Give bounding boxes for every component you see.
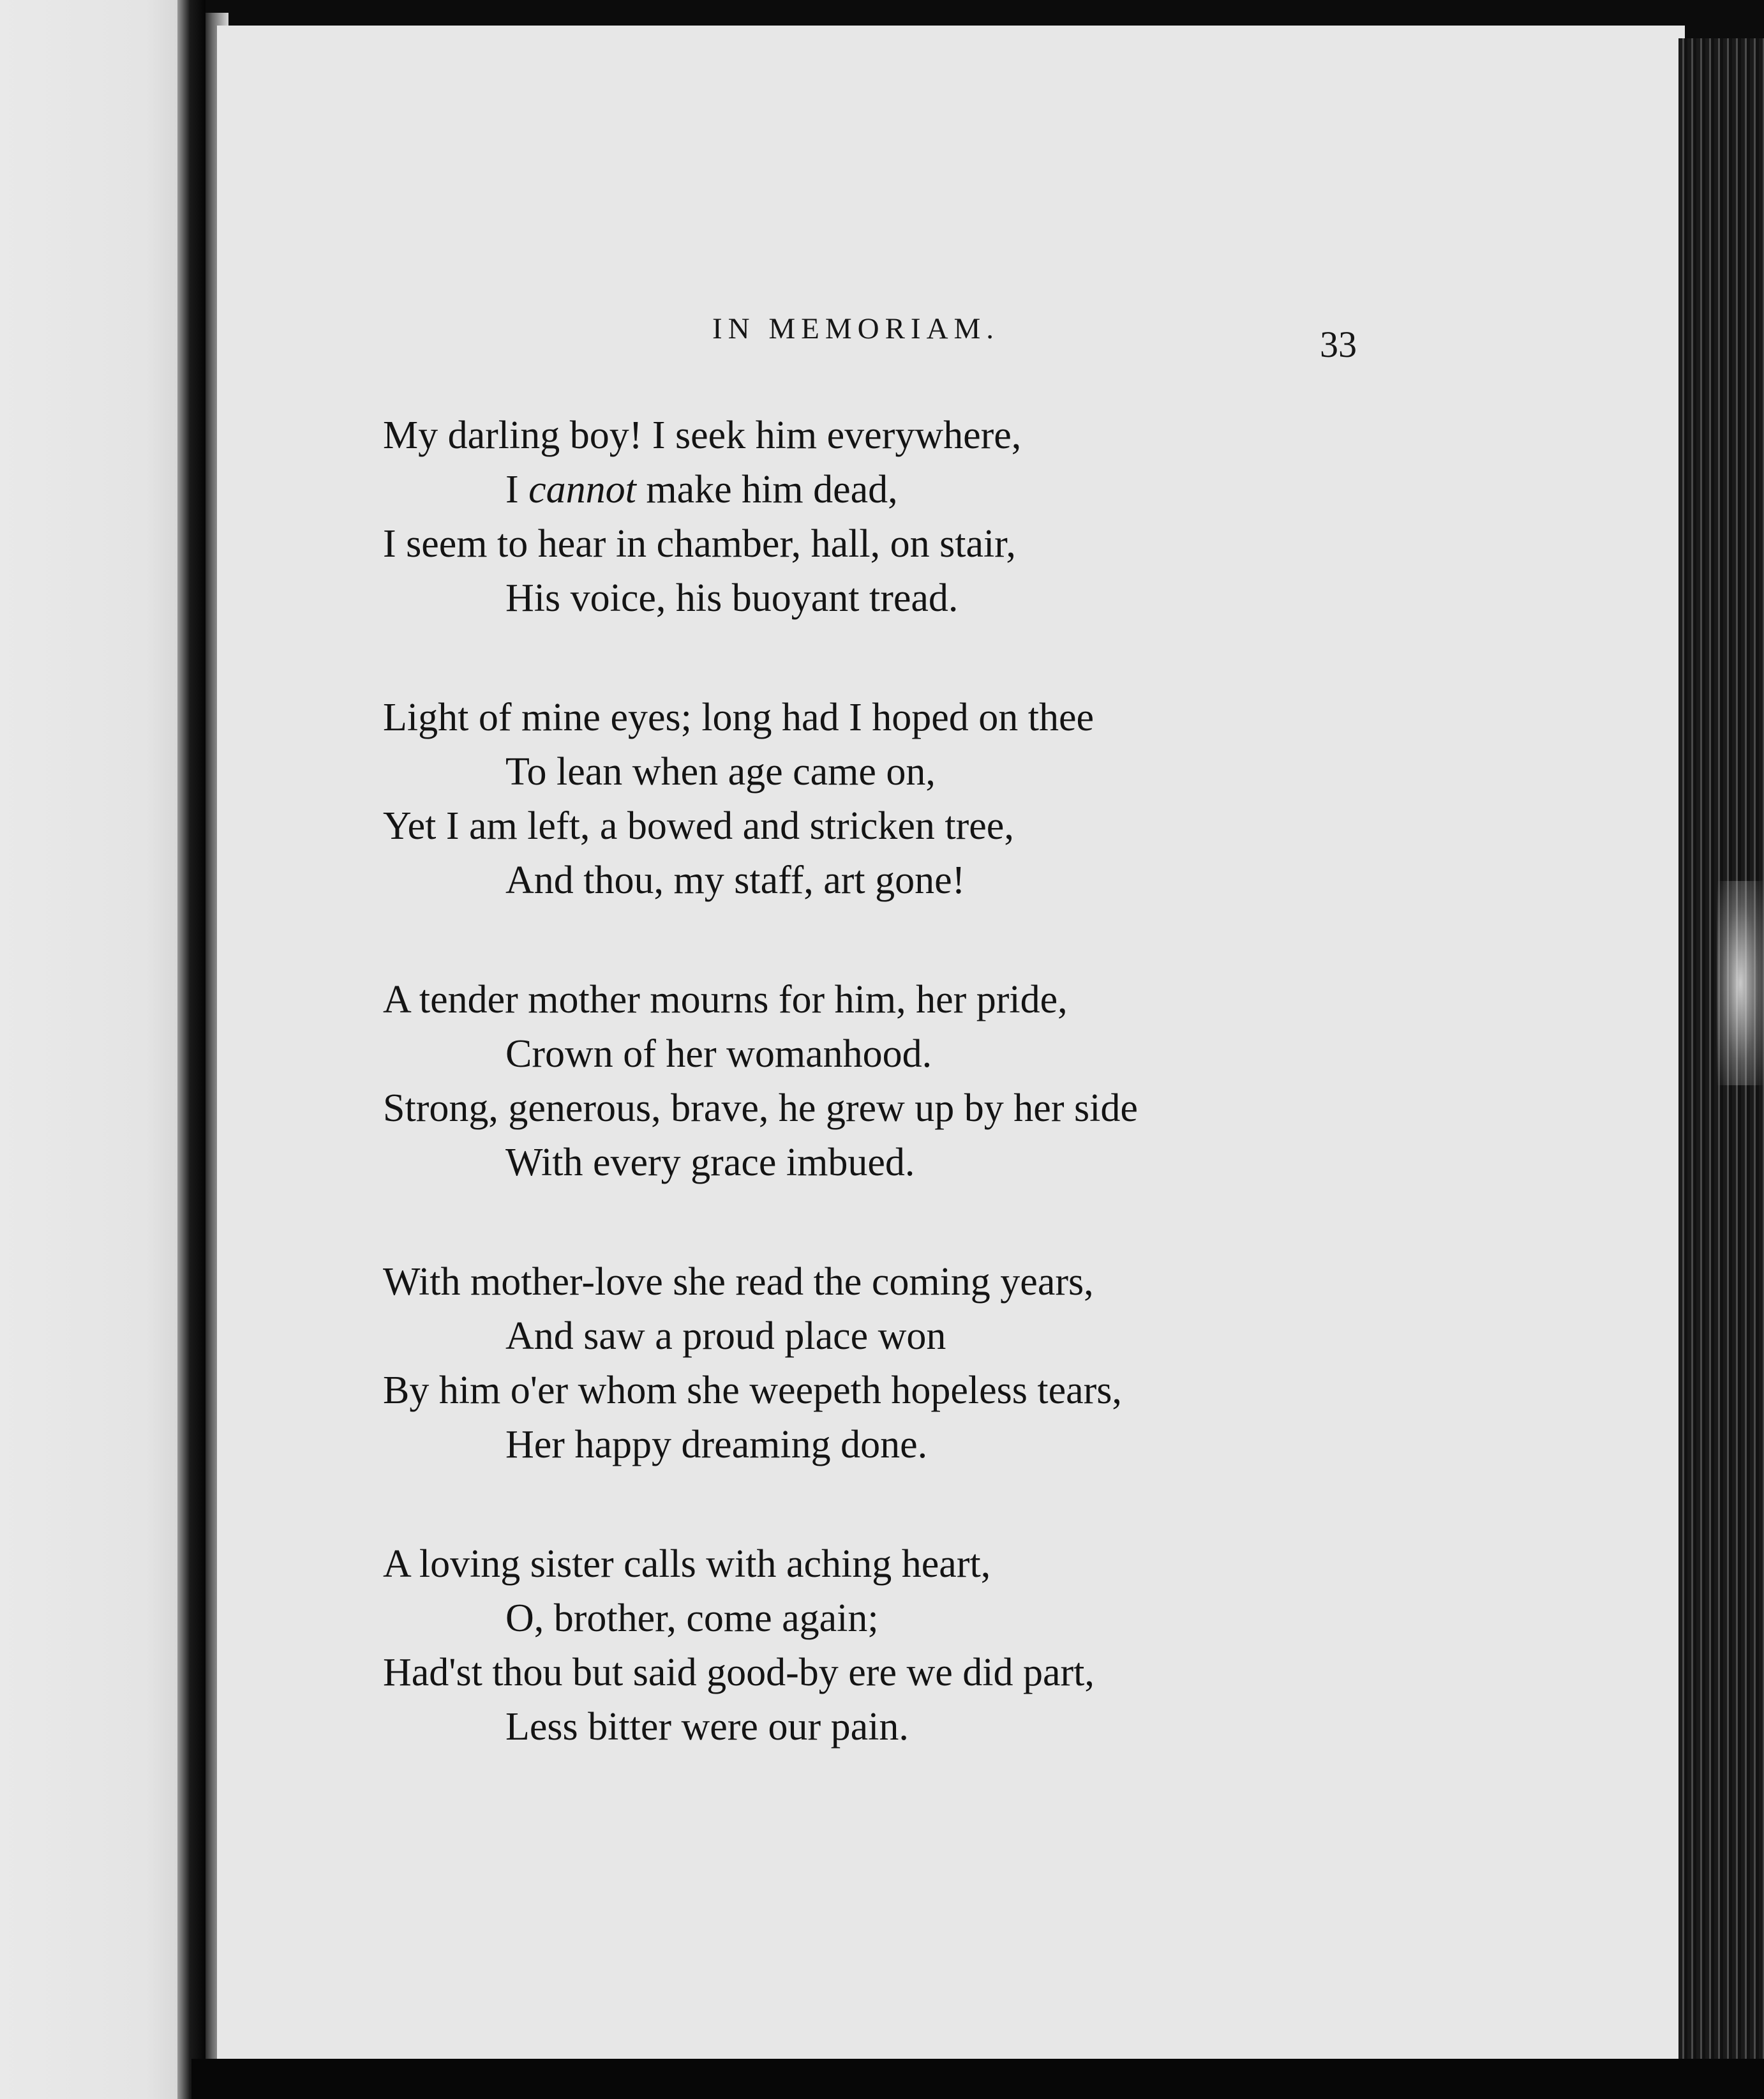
facing-page-edge (177, 0, 206, 2099)
poem-line: Strong, generous, brave, he grew up by her side (383, 1087, 1138, 1130)
stanza (383, 973, 1340, 1190)
line-text: I (505, 468, 529, 511)
poem-line: His voice, his buoyant tread. (505, 576, 959, 620)
stanza (383, 409, 1340, 626)
italic-word: cannot (528, 468, 636, 511)
running-head: IN MEMORIAM. (712, 312, 1000, 345)
poem-body (383, 409, 1340, 1819)
poem-line: To lean when age came on, (505, 750, 936, 794)
poem-line: By him o'er whom she weepeth hopeless tears, (383, 1369, 1122, 1412)
poem-line (383, 463, 1340, 517)
poem-line: Had'st thou but said good-by ere we did part, (383, 1651, 1095, 1694)
page-edge-glare (1717, 881, 1764, 1085)
poem-line: With mother-love she read the coming years, (383, 1260, 1094, 1304)
stanza (383, 1255, 1340, 1472)
poem-line: Light of mine eyes; long had I hoped on thee (383, 696, 1095, 739)
poem-line: O, brother, come again; (505, 1597, 879, 1640)
poem-line: A tender mother mourns for him, her pride, (383, 978, 1068, 1021)
poem-line: My darling boy! I seek him everywhere, (383, 414, 1022, 457)
facing-page (0, 0, 183, 2099)
stanza (383, 1537, 1340, 1754)
poem-line: Her happy dreaming done. (505, 1423, 928, 1466)
poem-line: And saw a proud place won (505, 1314, 946, 1358)
bottom-shadow (191, 2059, 1764, 2099)
poem-line: Yet I am left, a bowed and stricken tree, (383, 804, 1014, 848)
poem-line: Less bitter were our pain. (505, 1705, 909, 1749)
poem-line: With every grace imbued. (505, 1141, 915, 1184)
poem-line: Crown of her womanhood. (505, 1032, 932, 1076)
line-text: make him dead, (636, 468, 898, 511)
stanza (383, 691, 1340, 908)
page-number: 33 (1320, 324, 1357, 365)
poem-line: And thou, my staff, art gone! (505, 859, 966, 902)
poem-line: A loving sister calls with aching heart, (383, 1542, 991, 1586)
poem-line: I seem to hear in chamber, hall, on stair, (383, 522, 1016, 566)
